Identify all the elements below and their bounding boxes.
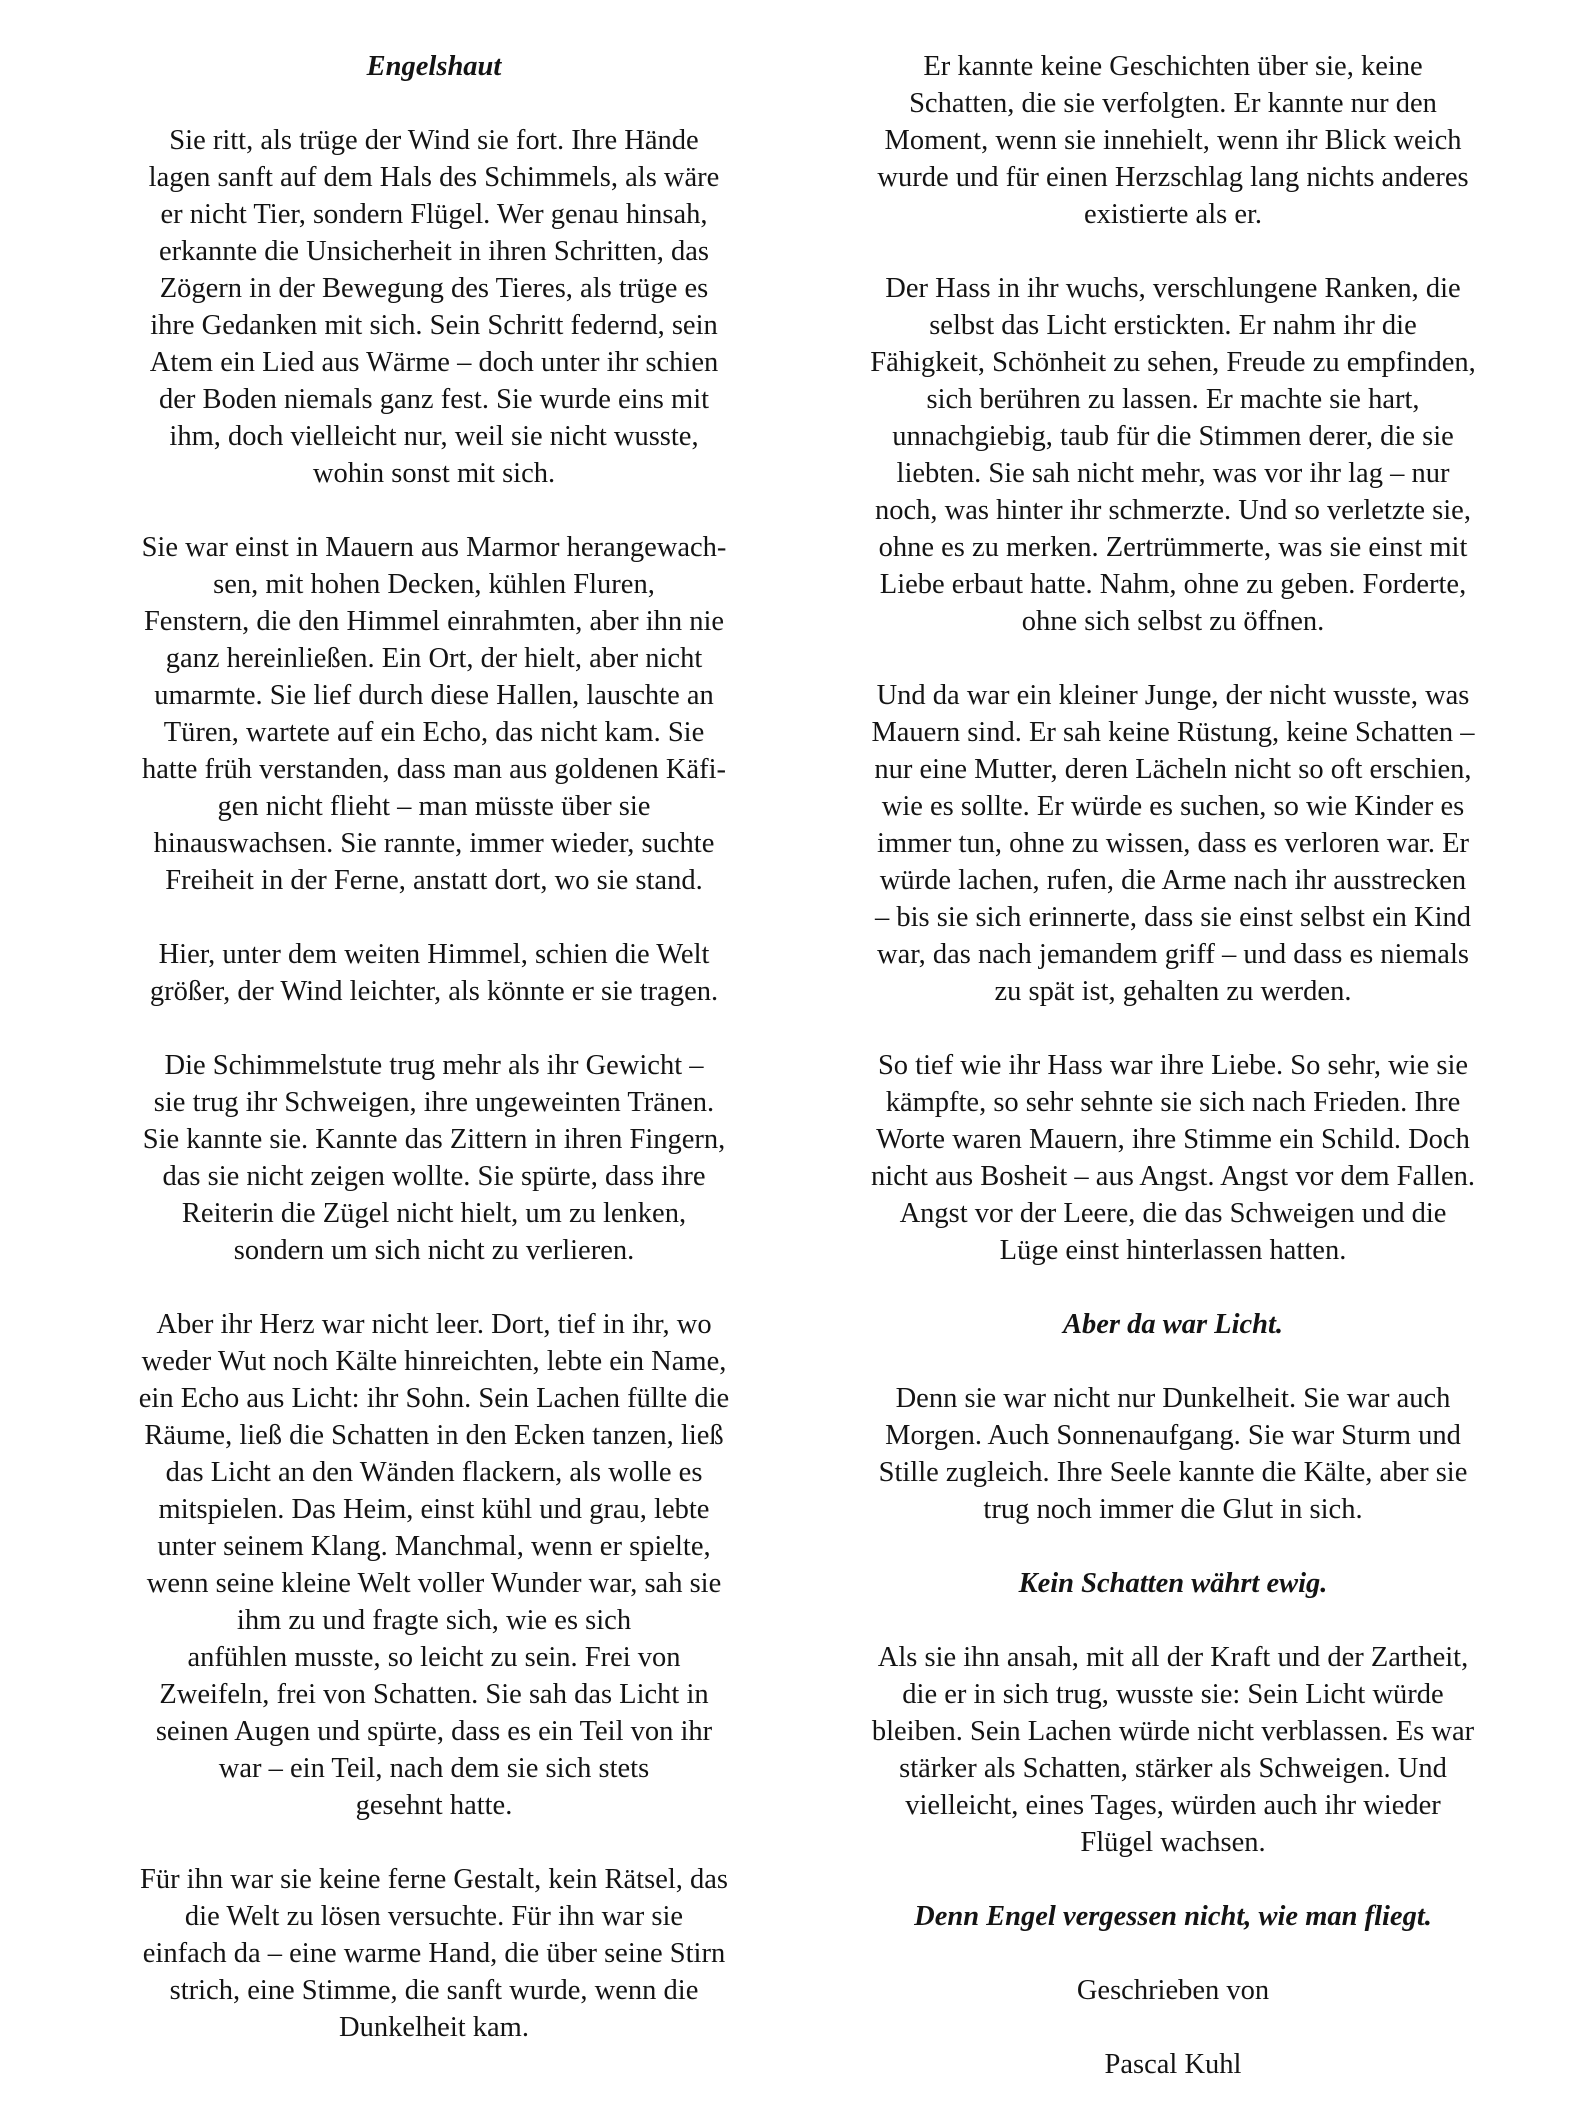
- text-line: ohne sich selbst zu öffnen.: [1021, 606, 1325, 637]
- text-line: Sie war einst in Mauern aus Marmor herangewach-: [141, 532, 727, 563]
- text-line: Für ihn war sie keine ferne Gestalt, kein Rätsel, das: [139, 1864, 729, 1895]
- text-line: Räume, ließ die Schatten in den Ecken tanzen, ließ: [144, 1420, 724, 1451]
- text-line: ihm zu und fragte sich, wie es sich: [236, 1605, 632, 1636]
- paragraph: [828, 677, 1518, 1010]
- paragraph-gap: [94, 899, 774, 936]
- text-line: Moment, wenn sie innehielt, wenn ihr Blick weich: [884, 125, 1462, 156]
- paragraph: [94, 1306, 774, 1824]
- paragraph-gap: [828, 1343, 1518, 1380]
- text-line: Morgen. Auch Sonnenaufgang. Sie war Sturm und: [885, 1420, 1461, 1451]
- text-line: Die Schimmelstute trug mehr als ihr Gewicht –: [164, 1050, 704, 1081]
- paragraph: [828, 270, 1518, 640]
- text-line: ihre Gedanken mit sich. Sein Schritt federnd, sein: [150, 310, 718, 341]
- text-line: war – ein Teil, nach dem sie sich stets: [218, 1753, 650, 1784]
- text-line: Reiterin die Zügel nicht hielt, um zu lenken,: [181, 1198, 687, 1229]
- paragraph-gap: [828, 1010, 1518, 1047]
- text-line: die Welt zu lösen versuchte. Für ihn war sie: [184, 1901, 684, 1932]
- text-line: Aber da war Licht.: [1062, 1309, 1284, 1340]
- text-line: Aber ihr Herz war nicht leer. Dort, tief in ihr, wo: [156, 1309, 712, 1340]
- paragraph: [94, 122, 774, 492]
- emphasis-line: [828, 1898, 1518, 1935]
- text-line: das Licht an den Wänden flackern, als wolle es: [165, 1457, 703, 1488]
- paragraph: [828, 48, 1518, 233]
- text-line: hinauswachsen. Sie rannte, immer wieder, suchte: [153, 828, 715, 859]
- paragraph: [828, 1380, 1518, 1528]
- text-line: Mauern sind. Er sah keine Rüstung, keine Schatten –: [871, 717, 1475, 748]
- text-line: trug noch immer die Glut in sich.: [983, 1494, 1363, 1525]
- text-line: Denn sie war nicht nur Dunkelheit. Sie war auch: [895, 1383, 1451, 1414]
- paragraph: [828, 1047, 1518, 1269]
- text-line: der Boden niemals ganz fest. Sie wurde eins mit: [158, 384, 710, 415]
- text-line: Kein Schatten währt ewig.: [1018, 1568, 1328, 1599]
- paragraph: [828, 2046, 1518, 2083]
- paragraph: [828, 1972, 1518, 2009]
- text-line: umarmte. Sie lief durch diese Hallen, lauschte an: [154, 680, 714, 711]
- text-line: sen, mit hohen Decken, kühlen Fluren,: [213, 569, 655, 600]
- text-line: Zweifeln, frei von Schatten. Sie sah das Licht in: [159, 1679, 709, 1710]
- text-line: lagen sanft auf dem Hals des Schimmels, als wäre: [148, 162, 720, 193]
- text-line: liebten. Sie sah nicht mehr, was vor ihr lag – nur: [896, 458, 1450, 489]
- text-line: Und da war ein kleiner Junge, der nicht wusste, was: [876, 680, 1470, 711]
- text-line: erkannte die Unsicherheit in ihren Schritten, das: [158, 236, 710, 267]
- text-line: nur eine Mutter, deren Lächeln nicht so oft erschien,: [874, 754, 1472, 785]
- right-column: [828, 48, 1518, 2083]
- text-line: Hier, unter dem weiten Himmel, schien die Welt: [158, 939, 710, 970]
- paragraph: [828, 1639, 1518, 1861]
- text-line: Denn Engel vergessen nicht, wie man fliegt.: [914, 1901, 1432, 1932]
- text-line: strich, eine Stimme, die sanft wurde, wenn die: [169, 1975, 699, 2006]
- left-column: [94, 48, 774, 2046]
- text-line: ohne es zu merken. Zertrümmerte, was sie einst mit: [878, 532, 1468, 563]
- text-line: Dunkelheit kam.: [339, 2012, 529, 2043]
- paragraph-gap: [828, 640, 1518, 677]
- text-line: Lüge einst hinterlassen hatten.: [999, 1235, 1347, 1266]
- text-line: wurde und für einen Herzschlag lang nichts anderes: [877, 162, 1469, 193]
- text-line: ein Echo aus Licht: ihr Sohn. Sein Lachen füllte die: [138, 1383, 730, 1414]
- text-line: Angst vor der Leere, die das Schweigen und die: [899, 1198, 1447, 1229]
- text-line: das sie nicht zeigen wollte. Sie spürte, dass ihre: [162, 1161, 706, 1192]
- paragraph-gap: [828, 233, 1518, 270]
- text-line: zu spät ist, gehalten zu werden.: [994, 976, 1352, 1007]
- paragraph-gap: [828, 1935, 1518, 1972]
- text-line: unnachgiebig, taub für die Stimmen derer, die sie: [892, 421, 1454, 452]
- text-line: sondern um sich nicht zu verlieren.: [233, 1235, 635, 1266]
- paragraph-gap: [94, 1269, 774, 1306]
- text-line: immer tun, ohne zu wissen, dass es verloren war. Er: [876, 828, 1469, 859]
- text-line: Liebe erbaut hatte. Nahm, ohne zu geben. Forderte,: [879, 569, 1467, 600]
- text-line: kämpfte, so sehr sehnte sie sich nach Frieden. Ihre: [885, 1087, 1461, 1118]
- paragraph-gap: [828, 2009, 1518, 2046]
- story-title: Engelshaut: [366, 51, 502, 82]
- text-line: Stille zugleich. Ihre Seele kannte die Kälte, aber sie: [878, 1457, 1468, 1488]
- text-line: Er kannte keine Geschichten über sie, keine: [923, 51, 1423, 82]
- text-line: größer, der Wind leichter, als könnte er sie tragen.: [149, 976, 719, 1007]
- text-line: So tief wie ihr Hass war ihre Liebe. So sehr, wie sie: [877, 1050, 1469, 1081]
- text-line: die er in sich trug, wusste sie: Sein Licht würde: [902, 1679, 1444, 1710]
- text-line: hatte früh verstanden, dass man aus goldenen Käfi-: [141, 754, 727, 785]
- paragraph-gap: [94, 85, 774, 122]
- text-line: einfach da – eine warme Hand, die über seine Stirn: [142, 1938, 726, 1969]
- text-line: weder Wut noch Kälte hinreichten, lebte ein Name,: [141, 1346, 727, 1377]
- text-line: unter seinem Klang. Manchmal, wenn er spielte,: [157, 1531, 711, 1562]
- paragraph: [94, 1861, 774, 2046]
- text-line: Schatten, die sie verfolgten. Er kannte nur den: [909, 88, 1437, 119]
- paragraph-gap: [828, 1861, 1518, 1898]
- text-line: würde lachen, rufen, die Arme nach ihr ausstrecken: [879, 865, 1467, 896]
- text-line: wohin sonst mit sich.: [312, 458, 556, 489]
- paragraph-gap: [94, 492, 774, 529]
- text-line: bleiben. Sein Lachen würde nicht verblassen. Es war: [871, 1716, 1475, 1747]
- text-line: existierte als er.: [1083, 199, 1263, 230]
- text-line: Sie kannte sie. Kannte das Zittern in ihren Fingern,: [142, 1124, 726, 1155]
- text-line: sich berühren zu lassen. Er machte sie hart,: [926, 384, 1420, 415]
- text-line: vielleicht, eines Tages, würden auch ihr wieder: [905, 1790, 1441, 1821]
- text-line: Freiheit in der Ferne, anstatt dort, wo sie stand.: [165, 865, 703, 896]
- text-line: ihm, doch vielleicht nur, weil sie nicht wusste,: [169, 421, 699, 452]
- text-line: war, das nach jemandem griff – und dass es niemals: [877, 939, 1469, 970]
- text-line: seinen Augen und spürte, dass es ein Teil von ihr: [155, 1716, 713, 1747]
- text-line: Atem ein Lied aus Wärme – doch unter ihr schien: [149, 347, 719, 378]
- text-line: gesehnt hatte.: [355, 1790, 513, 1821]
- text-line: stärker als Schatten, stärker als Schweigen. Und: [899, 1753, 1447, 1784]
- text-line: Geschrieben von: [1076, 1975, 1270, 2006]
- paragraph-gap: [94, 1824, 774, 1861]
- text-line: anfühlen musste, so leicht zu sein. Frei von: [187, 1642, 681, 1673]
- paragraph-gap: [94, 1010, 774, 1047]
- text-line: Pascal Kuhl: [1104, 2049, 1242, 2080]
- text-line: Sie ritt, als trüge der Wind sie fort. Ihre Hände: [169, 125, 699, 156]
- emphasis-line: [828, 1565, 1518, 1602]
- paragraph: [94, 1047, 774, 1269]
- text-line: Als sie ihn ansah, mit all der Kraft und der Zartheit,: [877, 1642, 1469, 1673]
- text-line: wie es sollte. Er würde es suchen, so wie Kinder es: [881, 791, 1465, 822]
- text-line: Flügel wachsen.: [1080, 1827, 1266, 1858]
- text-line: Worte waren Mauern, ihre Stimme ein Schild. Doch: [876, 1124, 1470, 1155]
- paragraph-gap: [828, 1528, 1518, 1565]
- text-line: noch, was hinter ihr schmerzte. Und so verletzte sie,: [875, 495, 1471, 526]
- text-line: selbst das Licht erstickten. Er nahm ihr die: [929, 310, 1417, 341]
- text-line: sie trug ihr Schweigen, ihre ungeweinten Tränen.: [153, 1087, 715, 1118]
- text-line: Zögern in der Bewegung des Tieres, als trüge es: [159, 273, 709, 304]
- text-line: Der Hass in ihr wuchs, verschlungene Ranken, die: [885, 273, 1461, 304]
- text-line: wenn seine kleine Welt voller Wunder war, sah sie: [146, 1568, 722, 1599]
- paragraph: [94, 936, 774, 1010]
- text-line: gen nicht flieht – man müsste über sie: [217, 791, 651, 822]
- text-line: – bis sie sich erinnerte, dass sie einst selbst ein Kind: [874, 902, 1472, 933]
- text-line: er nicht Tier, sondern Flügel. Wer genau hinsah,: [160, 199, 708, 230]
- text-line: mitspielen. Das Heim, einst kühl und grau, lebte: [158, 1494, 710, 1525]
- emphasis-line: [828, 1306, 1518, 1343]
- text-line: Fenstern, die den Himmel einrahmten, aber ihn nie: [143, 606, 725, 637]
- text-line: Fähigkeit, Schönheit zu sehen, Freude zu empfinden,: [870, 347, 1476, 378]
- text-line: nicht aus Bosheit – aus Angst. Angst vor dem Fallen.: [870, 1161, 1475, 1192]
- paragraph: [94, 529, 774, 899]
- text-line: ganz hereinließen. Ein Ort, der hielt, aber nicht: [165, 643, 703, 674]
- paragraph-gap: [828, 1602, 1518, 1639]
- paragraph-gap: [828, 1269, 1518, 1306]
- text-line: Türen, wartete auf ein Echo, das nicht kam. Sie: [163, 717, 705, 748]
